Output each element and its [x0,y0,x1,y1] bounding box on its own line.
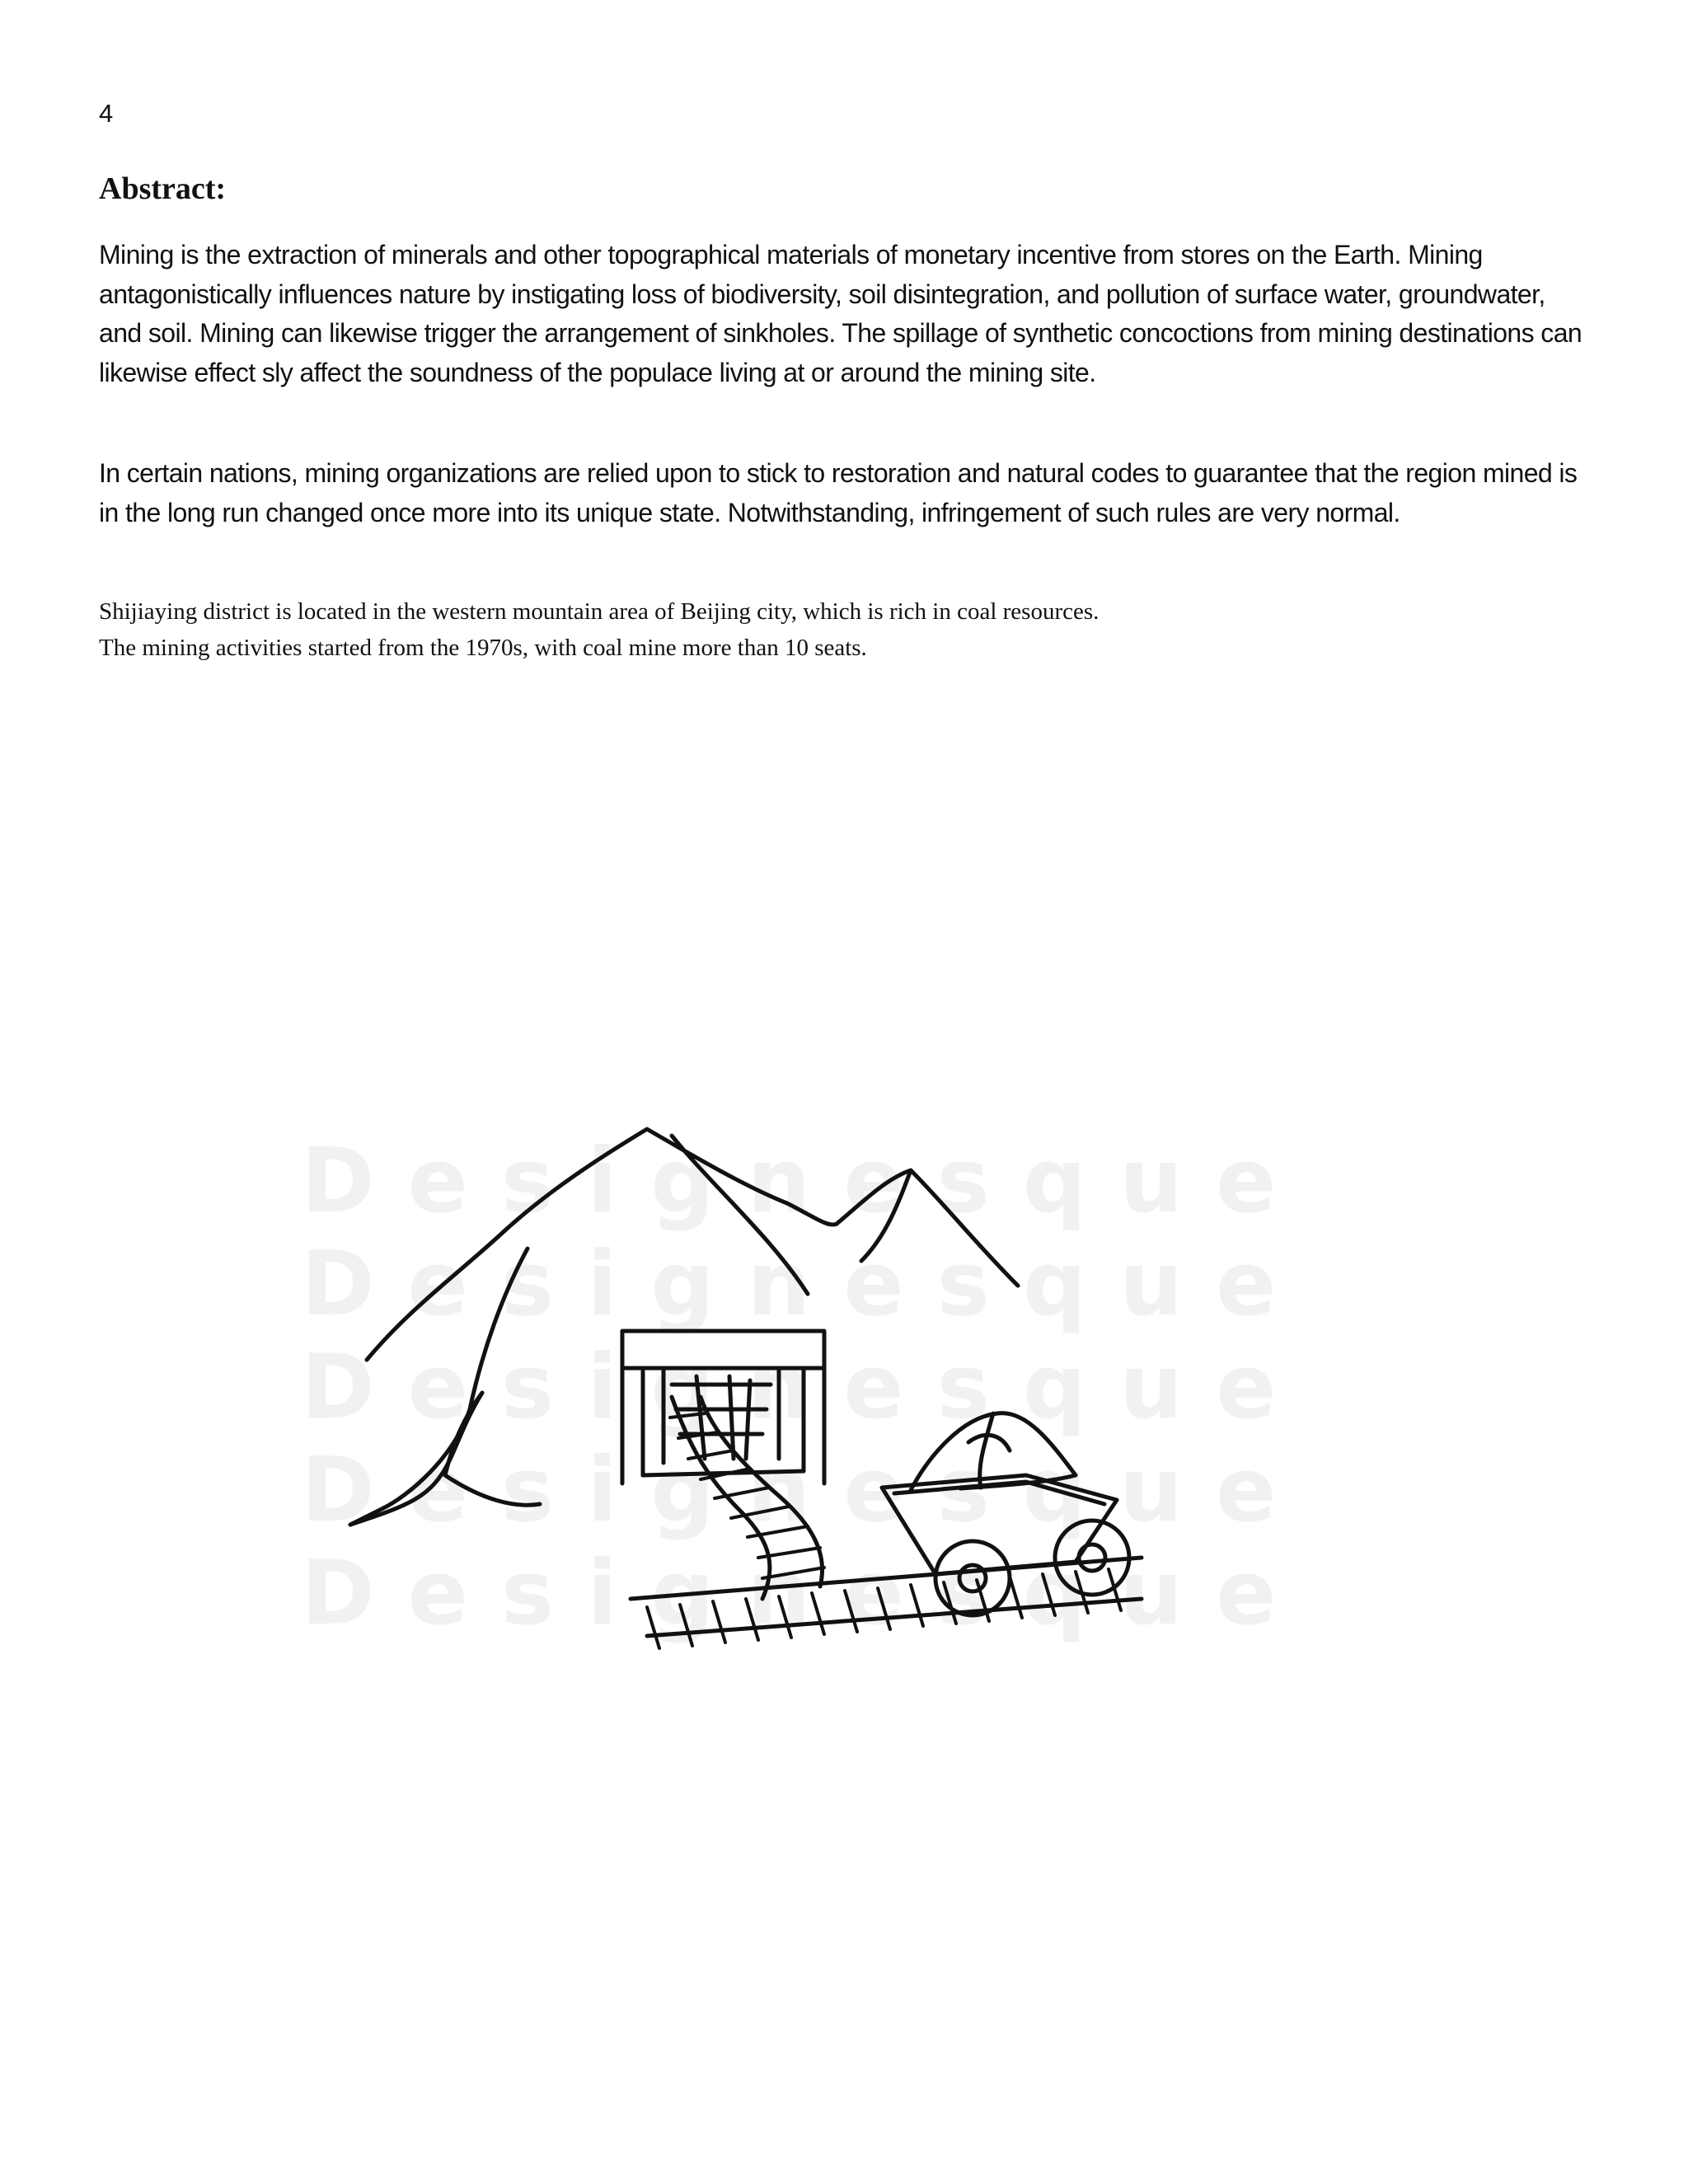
abstract-heading: Abstract: [99,171,227,206]
abstract-paragraph-1: Mining is the extraction of minerals and other topographical materials of monetary incentive from stores on the Earth. Mining antagonistically influences nature by instigating loss of biodiversity, soil disintegration, and pollution of surface water, groundwater, and soil. Mining can likewise trigger the arrangement of sinkholes. The spillage of synthetic concoctions from mining destinations can likewise effect sly affect the soundness of the populace living at or around the mining site. [99,240,1582,387]
watermark-row-4: Designesque [301,1439,1310,1542]
watermark-row-2: Designesque [301,1233,1310,1336]
page-number: 4 [99,99,114,128]
watermark-row-1: Designesque [301,1130,1310,1233]
watermark-row-5: Designesque [301,1542,1310,1645]
district-note-line-1: Shijiaying district is located in the western mountain area of Beijing city, which is rich in coal resources. [99,598,1100,625]
abstract-paragraph-2: In certain nations, mining organizations are relied upon to stick to restoration and natural codes to guarantee that the region mined is in the long run changed once more into its unique state. Notwithstanding, infringement of such rules are very normal. [99,458,1578,527]
mine-entrance-illustration [284,1113,1310,1657]
district-note-line-2: The mining activities started from the 1970s, with coal mine more than 10 seats. [99,635,867,661]
watermark-row-3: Designesque [301,1336,1310,1439]
district-note [99,593,1582,666]
